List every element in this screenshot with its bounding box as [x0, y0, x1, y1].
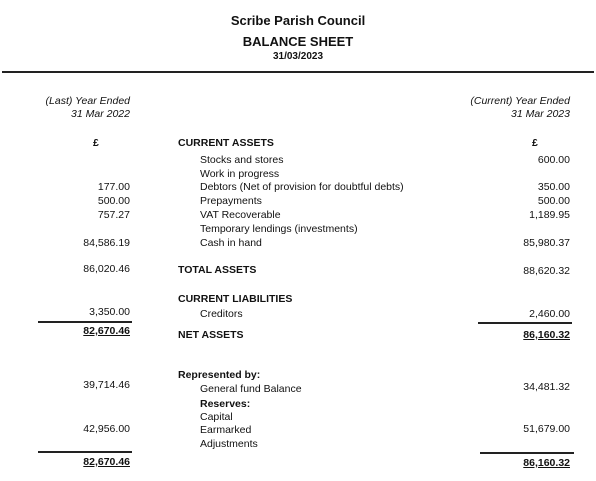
total-assets-label: TOTAL ASSETS — [178, 264, 257, 276]
debtors-curr: 350.00 — [537, 181, 570, 193]
prev-total-rule — [38, 451, 132, 453]
capital-label: Capital — [200, 411, 233, 423]
curr-total-rule — [480, 452, 574, 454]
stocks-curr: 600.00 — [537, 154, 570, 166]
general-fund-curr: 34,481.32 — [523, 381, 570, 393]
final-total-prev: 82,670.46 — [83, 456, 130, 468]
net-assets-label: NET ASSETS — [178, 329, 244, 341]
curr-year-date: 31 Mar 2023 — [511, 108, 570, 120]
total-assets-curr: 88,620.32 — [523, 265, 570, 277]
debtors-prev: 177.00 — [97, 181, 130, 193]
cash-prev: 84,586.19 — [83, 237, 130, 249]
represented-by-heading: Represented by: — [178, 369, 261, 381]
report-date: 31/03/2023 — [272, 51, 324, 62]
creditors-prev: 3,350.00 — [89, 306, 130, 318]
document-title: BALANCE SHEET — [242, 34, 354, 49]
curr-currency-symbol: £ — [532, 137, 538, 149]
general-fund-prev: 39,714.46 — [83, 379, 130, 391]
wip-label: Work in progress — [200, 168, 280, 180]
earmarked-label: Earmarked — [200, 424, 252, 436]
total-assets-prev: 86,020.46 — [83, 263, 130, 275]
current-liabilities-heading: CURRENT LIABILITIES — [178, 293, 293, 305]
stocks-label: Stocks and stores — [200, 154, 284, 166]
reserves-heading: Reserves: — [200, 398, 251, 410]
vat-curr: 1,189.95 — [529, 209, 570, 221]
earmarked-curr: 51,679.00 — [523, 423, 570, 435]
creditors-curr: 2,460.00 — [529, 308, 570, 320]
prev-year-date: 31 Mar 2022 — [71, 108, 130, 120]
debtors-label: Debtors (Net of provision for doubtful debts) — [200, 181, 404, 193]
net-assets-prev: 82,670.46 — [83, 325, 130, 337]
final-total-curr: 86,160.32 — [523, 457, 570, 469]
cash-label: Cash in hand — [200, 237, 262, 249]
prev-subtotal-rule — [38, 321, 132, 323]
cash-curr: 85,980.37 — [523, 237, 570, 249]
prev-currency-symbol: £ — [93, 137, 99, 149]
header-divider — [2, 71, 594, 73]
general-fund-label: General fund Balance — [200, 383, 302, 395]
vat-prev: 757.27 — [97, 209, 130, 221]
vat-label: VAT Recoverable — [200, 209, 281, 221]
prepayments-label: Prepayments — [200, 195, 262, 207]
net-assets-curr: 86,160.32 — [523, 329, 570, 341]
adjustments-label: Adjustments — [200, 438, 258, 450]
council-name: Scribe Parish Council — [230, 13, 366, 28]
prepayments-prev: 500.00 — [97, 195, 130, 207]
curr-subtotal-rule — [478, 322, 572, 324]
creditors-label: Creditors — [200, 308, 243, 320]
prev-year-label: (Last) Year Ended — [45, 95, 130, 107]
earmarked-prev: 42,956.00 — [83, 423, 130, 435]
curr-year-label: (Current) Year Ended — [470, 95, 570, 107]
prepayments-curr: 500.00 — [537, 195, 570, 207]
current-assets-heading: CURRENT ASSETS — [178, 137, 274, 149]
temp-lendings-label: Temporary lendings (investments) — [200, 223, 358, 235]
